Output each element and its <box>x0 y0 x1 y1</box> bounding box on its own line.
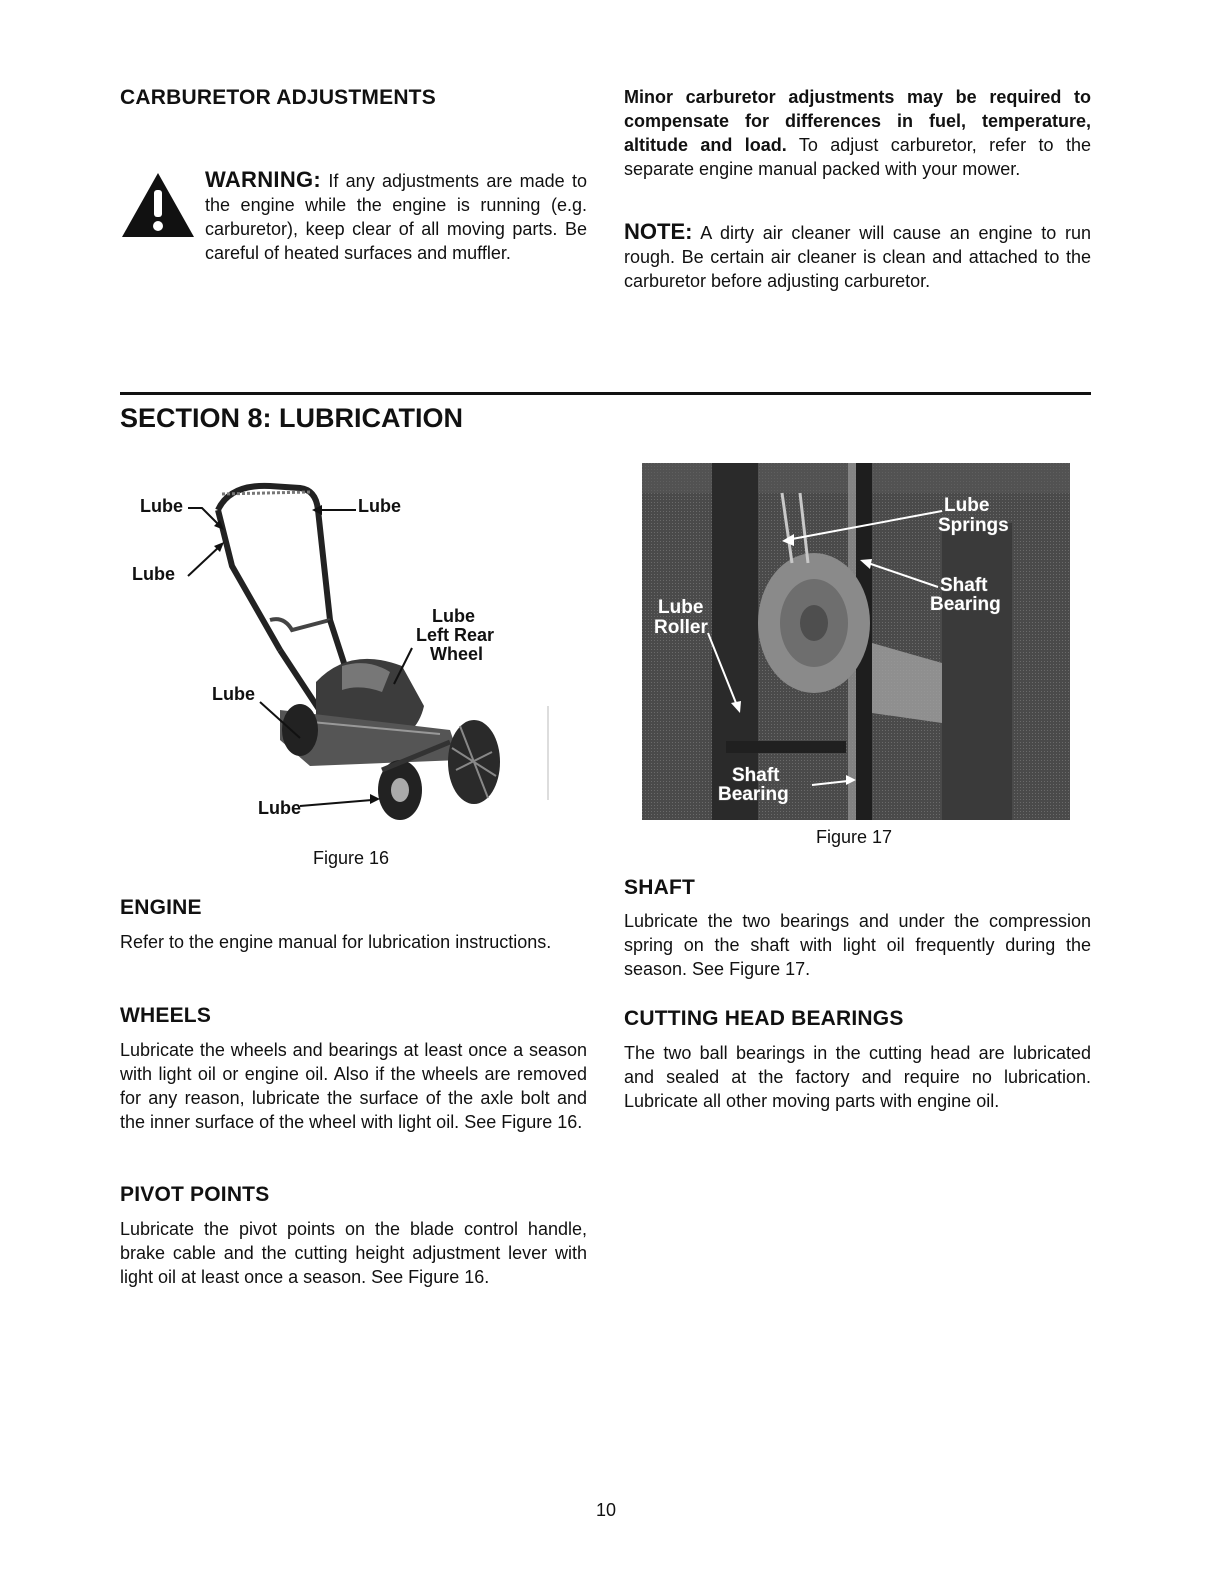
figure-17-caption: Figure 17 <box>816 827 893 847</box>
fig16-label-lube-rear-2: Left Rear <box>416 625 495 645</box>
fig16-label-lube-rear-3: Wheel <box>430 644 484 664</box>
cutting-head-heading: CUTTING HEAD BEARINGS <box>624 1007 904 1030</box>
fig17-label-springs-1: Lube <box>944 495 990 516</box>
shaft-text: Lubricate the two bearings and under the compression spring on the shaft with light oil frequently during the season. See Figure 17. <box>624 911 1091 979</box>
figure-16-illustration <box>120 470 560 840</box>
warning-block <box>205 168 587 265</box>
warning-text: If any adjustments are made to the engine while the engine is running (e.g. carburetor), keep clear of all moving parts. Be careful of heated surfaces and muffler. <box>205 171 587 263</box>
figure-17-photo <box>642 463 1070 820</box>
carburetor-heading: CARBURETOR ADJUSTMENTS <box>120 86 436 109</box>
fig16-label-lube-top-right: Lube <box>358 496 401 516</box>
minor-adjustment-text: To adjust carburetor, refer to the separate engine manual packed with your mower. <box>624 135 1091 179</box>
fig17-label-springs-2: Springs <box>938 515 1009 536</box>
fig16-label-lube-mid: Lube <box>212 684 255 704</box>
figure-16-caption: Figure 16 <box>313 848 390 868</box>
note-paragraph <box>624 220 1091 293</box>
pivot-heading: PIVOT POINTS <box>120 1183 270 1206</box>
fig17-label-shaft-bearing-bottom-1: Shaft <box>732 765 780 786</box>
fig17-label-shaft-bearing-top-1: Shaft <box>940 575 988 596</box>
minor-adjustment-paragraph <box>624 85 1091 181</box>
section-divider <box>120 392 1091 395</box>
fig17-label-shaft-bearing-top-2: Bearing <box>930 594 1001 615</box>
fig17-label-roller-2: Roller <box>654 617 708 638</box>
fig17-label-roller-1: Lube <box>658 597 704 618</box>
fig16-label-lube-bottom: Lube <box>258 798 301 818</box>
fig16-label-lube-top-left: Lube <box>140 496 183 516</box>
cutting-head-text: The two ball bearings in the cutting head are lubricated and sealed at the factory and require no lubrication. Lubricate all other moving parts with engine oil. <box>624 1043 1091 1111</box>
wheels-heading: WHEELS <box>120 1004 212 1027</box>
pivot-text: Lubricate the pivot points on the blade control handle, brake cable and the cutting height adjustment lever with light oil at least once a season. See Figure 16. <box>120 1219 587 1287</box>
wheels-text: Lubricate the wheels and bearings at least once a season with light oil or engine oil. Also if the wheels are removed for any reason, lubricate the surface of the axle bolt and the inner surface of the wheel with light oil. See Figure 16. <box>120 1040 587 1132</box>
section-title: SECTION 8: LUBRICATION <box>120 403 463 433</box>
warning-triangle-icon <box>120 170 196 240</box>
warning-label: WARNING: <box>205 167 322 192</box>
page-number: 10 <box>596 1500 617 1520</box>
minor-adjustment-bold: Minor carburetor adjustments may be required to compensate for differences in fuel, temperature, altitude and load. <box>624 87 1091 155</box>
fig16-label-lube-rear-1: Lube <box>432 606 475 626</box>
note-label: NOTE: <box>624 219 693 244</box>
fig16-label-lube-left: Lube <box>132 564 175 584</box>
fig17-label-shaft-bearing-bottom-2: Bearing <box>718 784 789 805</box>
note-text: A dirty air cleaner will cause an engine to run rough. Be certain air cleaner is clean and attached to the carburetor before adjusting carburetor. <box>624 223 1091 291</box>
engine-text: Refer to the engine manual for lubrication instructions. <box>120 932 552 952</box>
engine-heading: ENGINE <box>120 896 202 919</box>
shaft-heading: SHAFT <box>624 876 695 899</box>
